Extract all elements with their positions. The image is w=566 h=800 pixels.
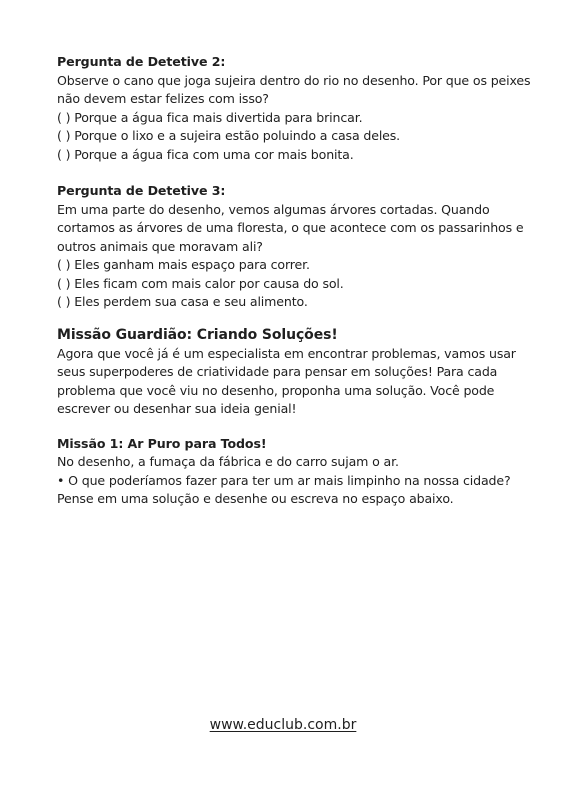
question-2	[57, 53, 537, 164]
question-3-option-2: ( ) Eles ficam com mais calor por causa do sol.	[57, 275, 344, 291]
question-3-option-3: ( ) Eles perdem sua casa e seu alimento.	[57, 294, 308, 309]
spacer	[57, 419, 537, 435]
mission-1-text: No desenho, a fumaça da fábrica e do carro sujam o ar.	[57, 454, 399, 469]
question-3-title: Pergunta de Detetive 3:	[57, 183, 226, 198]
question-2-option-2: ( ) Porque o lixo e a sujeira estão poluindo a casa deles.	[57, 128, 401, 143]
question-2-title: Pergunta de Detetive 2:	[57, 54, 226, 69]
mission-intro-text: Agora que você já é um especialista em encontrar problemas, vamos usar seus superpoderes de criatividade para pensar em soluções! Para cada problema que você viu no desenho, proponha uma solução. Você pode escrever ou desenhar sua ideia genial!	[57, 345, 516, 416]
question-2-option-1: ( ) Porque a água fica mais divertida para brincar.	[57, 109, 363, 125]
question-2-text: Observe o cano que joga sujeira dentro do rio no desenho. Por que os peixes não devem estar felizes com isso?	[57, 72, 531, 106]
mission-intro-title: Missão Guardião: Criando Soluções!	[57, 326, 338, 343]
question-3-text: Em uma parte do desenho, vemos algumas árvores cortadas. Quando cortamos as árvores de uma floresta, o que acontece com os passarinhos e outros animais que moravam ali?	[57, 201, 524, 254]
question-3	[57, 182, 537, 312]
mission-1	[57, 435, 537, 509]
question-2-option-3: ( ) Porque a água fica com uma cor mais bonita.	[57, 146, 354, 162]
mission-intro	[57, 326, 537, 419]
footer-website-link[interactable]: www.educlub.com.br	[209, 717, 357, 733]
spacer	[57, 312, 537, 326]
spacer	[57, 164, 537, 182]
question-3-option-1: ( ) Eles ganham mais espaço para correr.	[57, 257, 310, 272]
worksheet-page	[57, 53, 537, 509]
mission-1-bullet: • O que poderíamos fazer para ter um ar mais limpinho na nossa cidade? Pense em uma solução e desenhe ou escreva no espaço abaixo.	[57, 472, 511, 506]
mission-1-title: Missão 1: Ar Puro para Todos!	[57, 435, 267, 451]
page-footer	[0, 716, 566, 734]
